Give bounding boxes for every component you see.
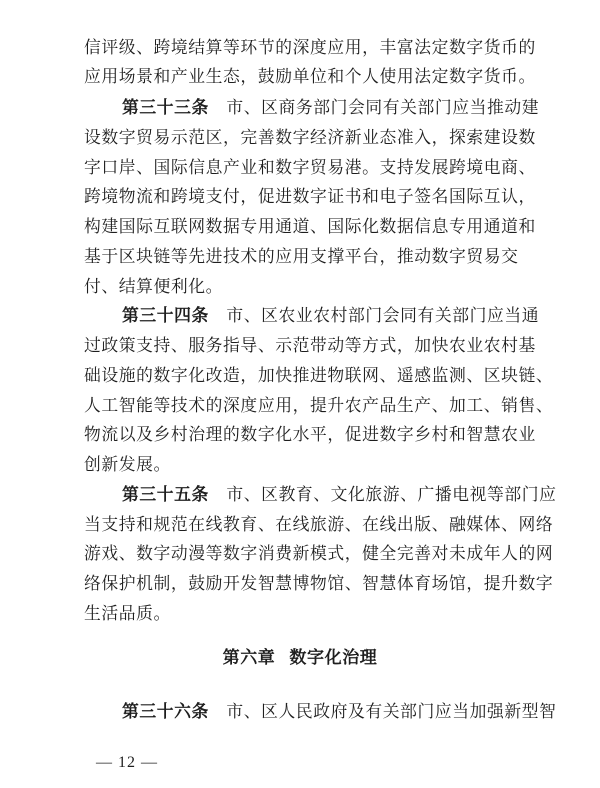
chapter-number: 第六章 [222, 648, 276, 668]
text-line: 设数字贸易示范区，完善数字经济新业态准入，探索建设数 [84, 127, 536, 147]
article-35-heading: 第三十五条 [122, 484, 209, 504]
article-34-first-line [122, 300, 540, 330]
article-33-text: 市、区商务部门会同有关部门应当推动建 [226, 97, 540, 117]
text-line: 游戏、数字动漫等数字消费新模式，健全完善对未成年人的网 [84, 543, 554, 563]
article-36-first-line [122, 696, 557, 726]
article-35-text: 市、区教育、文化旅游、广播电视等部门应 [226, 484, 557, 504]
chapter-heading [0, 643, 600, 668]
article-36-heading: 第三十六条 [122, 701, 209, 721]
text-line: 字口岸、国际信息产业和数字贸易港。支持发展跨境电商、 [84, 157, 536, 177]
article-36-text: 市、区人民政府及有关部门应当加强新型智 [226, 701, 557, 721]
text-line: 物流以及乡村治理的数字化水平，促进数字乡村和智慧农业 [84, 424, 536, 444]
text-line: 人工智能等技术的深度应用，提升农产品生产、加工、销售、 [84, 395, 554, 415]
text-line: 创新发展。 [84, 454, 171, 474]
text-line: 基于区块链等先进技术的应用支撑平台，推动数字贸易交 [84, 246, 519, 266]
text-line: 生活品质。 [84, 603, 171, 623]
article-33-first-line [122, 92, 540, 122]
article-34-text: 市、区农业农村部门会同有关部门应当通 [226, 305, 540, 325]
text-line: 跨境物流和跨境支付，促进数字证书和电子签名国际互认， [84, 186, 536, 206]
text-line: 构建国际互联网数据专用通道、国际化数据信息专用通道和 [84, 216, 536, 236]
text-line: 础设施的数字化改造，加快推进物联网、遥感监测、区块链、 [84, 365, 554, 385]
text-line: 当支持和规范在线教育、在线旅游、在线出版、融媒体、网络 [84, 514, 554, 534]
article-34-heading: 第三十四条 [122, 305, 209, 325]
text-line: 络保护机制，鼓励开发智慧博物馆、智慧体育场馆，提升数字 [84, 573, 554, 593]
text-line: 过政策支持、服务指导、示范带动等方式，加快农业农村基 [84, 335, 536, 355]
page-number: — 12 — [96, 754, 158, 771]
text-line: 付、结算便利化。 [84, 276, 224, 296]
text-line: 应用场景和产业生态，鼓励单位和个人使用法定数字货币。 [84, 66, 536, 86]
article-33-heading: 第三十三条 [122, 97, 209, 117]
chapter-title: 数字化治理 [289, 648, 378, 668]
article-35-first-line [122, 479, 557, 509]
text-line: 信评级、跨境结算等环节的深度应用，丰富法定数字货币的 [84, 37, 536, 57]
